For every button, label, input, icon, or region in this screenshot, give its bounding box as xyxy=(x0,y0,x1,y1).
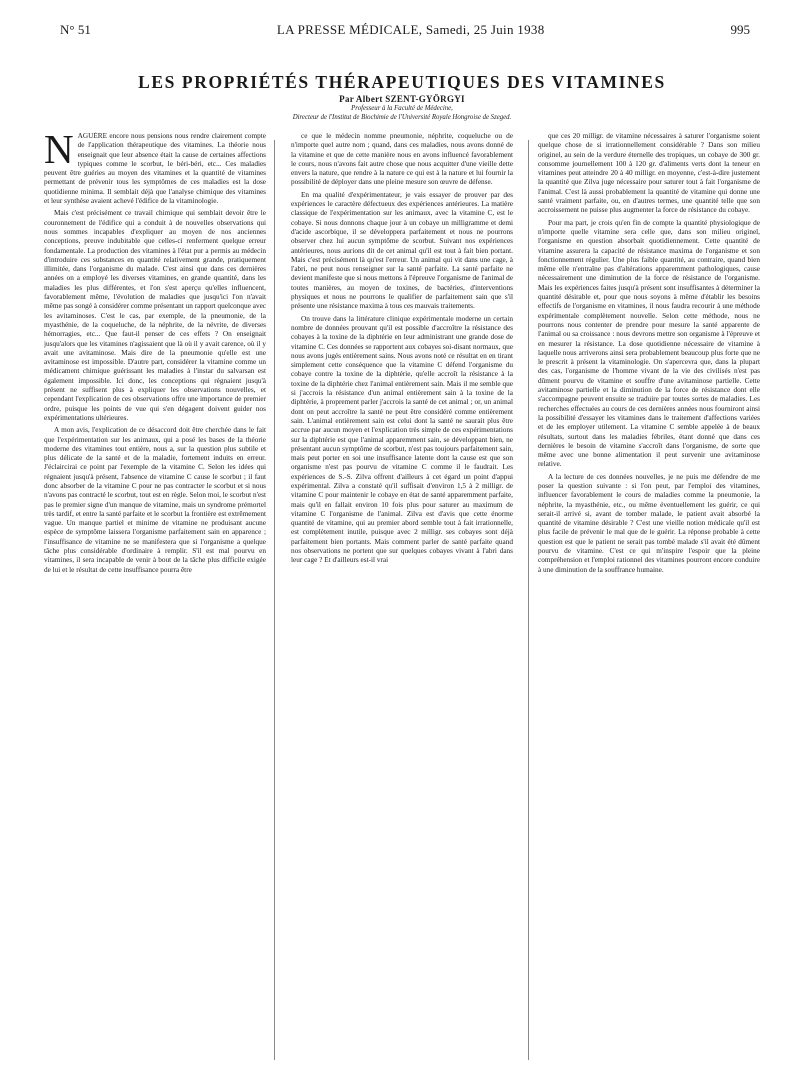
issue-number: N° 51 xyxy=(60,22,91,37)
drop-cap: N xyxy=(44,132,74,172)
paragraph: Pour ma part, je crois qu'en fin de compte la quantité physiologique de n'importe quelle vitamine sera celle que, dans son milieu originel, l'organisme en question absorbait quotidiennement. Cette quantité de vitamine assurera la capacité de résistance maxima de l'organisme et son fonctionnement régulier. Une plus faible quantité, au contraire, quand bien même elle n'entraîne pas d'altérations apparemment pathologiques, cause nécessairement une diminution de la force de résistance de l'organisme. Mais les expériences faites jusqu'à présent sont insuffisantes à déterminer la quantité désirable et, pour que nous soyons à même d'établir les besoins effectifs de l'organisme en vitamines, il nous faudra recourir à une méthode expérimentale complètement nouvelle. Selon cette méthode, nous ne pourrons nous contenter de prendre pour mesure la santé apparente de l'animal ou sa croissance : nous devrons mettre son organisme à l'épreuve et en mesurer la résistance. La dose quotidienne nécessaire de vitamine à laquelle nous arriverons ainsi sera probablement beaucoup plus forte que ne le prescrit à présent la vitaminologie. On s'apercevra que, dans la plupart des cas, l'organisme de l'homme vivant de la vie des civilisés n'est pas dûment pourvu de vitamine et souffre d'une avitaminose partielle. Cette avitaminose partielle et la diminution de la force de résistance dont elle s'accompagne peuvent ensuite se traduire par toutes sortes de maladies. Les recherches effectuées au cours de ces dernières années nous fourniront ainsi la possibilité d'essayer les vitamines dans le traitement d'affections variées et de les employer utilement. La vitamine C semble appelée à de beaux résultats, surtout dans les maladies fébriles, étant donné que dans ces dernières le besoin de vitamine s'accroît dans l'organisme, de sorte que même avec une bonne alimentation il peut survenir une avitaminose relative. xyxy=(538,218,760,469)
author-affiliation-2: Directeur de l'Institut de Biochimie de l'Université Royale Hongroise de Szeged. xyxy=(292,113,512,121)
paragraph: A mon avis, l'explication de ce désaccord doit être cherchée dans le fait que l'expérimentation sur les animaux, qui a posé les bases de la théorie moderne des vitamines tout entière, nous a, sur la question plus subtile et plus délicate de la santé et de la maladie, fortement induits en erreur. J'éclaircirai ce point par l'exemple de la vitamine C. Selon les idées qui régnaient jusqu'à présent, l'absence de vitamine C cause le scorbut ; il faut donc absorber de la vitamine C pour ne pas contracter le scorbut et si nous n'avons pas contracté le scorbut, tout est en règle. Selon moi, le scorbut n'est pas le premier signe d'un manque de vitamine, mais un syndrome prémortel très tardif, et entre la santé parfaite et le scorbut la frontière est extrêmement vague. Un manque partiel et minime de vitamine ne produisant aucune espèce de symptôme laissera l'organisme parfaitement sain en apparence ; l'insuffisance de vitamine ne se manifestera que si l'organisme a quelque tâche plus considérable d'ordinaire à remplir. S'il est mal pourvu en vitamines, il sera incapable de venir à bout de la tâche plus difficile exigée de lui et le résultat de cette insuffisance pourra être xyxy=(44,426,266,574)
author-affiliation-1: Professeur à la Faculté de Médecine, xyxy=(351,105,453,112)
paragraph: A la lecture de ces données nouvelles, je ne puis me défendre de me poser la question suivante : si l'on peut, par l'emploi des vitamines, influencer favorablement le cours de maladies comme la pneumonie, la néphrite, la myasthénie, etc., ou même éventuellement les guérir, ce qui serait-il arrivé si, avant de tomber malade, le patient avait absorbé la quantité de vitamine désirable ? C'est une vieille notion médicale qu'il est plus facile de prévenir le mal que de le guérir. La réponse probable à cette question est que le patient ne serait pas tombé malade s'il avait été dûment pourvu de vitamine. C'est ce qui m'inspire l'espoir que la pleine compréhension et l'emploi rationnel des vitamines pourront encore conduire à une diminution de la souffrance humaine. xyxy=(538,472,760,574)
paragraph: que ces 20 milligr. de vitamine nécessaires à saturer l'organisme soient quelque chose de si irrationnellement considérable ? Dans son milieu originel, au sein de la verdure éternelle des tropiques, un cobaye de 300 gr. consomme journellement 100 à 120 gr. d'aliments verts dont la teneur en vitamines peut atteindre 20 à 40 milligr. en moyenne, c'est-à-dire justement la quantité que Zilva juge nécessaire pour saturer tout à fait l'organisme de l'animal. C'est là aussi probablement la quantité de vitamine qui donne une santé vraiment parfaite, ou, en d'autres termes, une quantité telle que son accroissement ne puisse plus augmenter la force de résistance du cobaye. xyxy=(538,132,760,215)
paragraph xyxy=(44,132,266,206)
page-number: 995 xyxy=(730,22,750,37)
column-3 xyxy=(538,132,760,1072)
paragraph: En ma qualité d'expérimentateur, je vais essayer de prouver par des expériences le caractère défectueux des expériences antérieures. La matière classique de l'expérimentation sur les animaux, avec la vitamine C, est le cobaye. Si nous donnons chaque jour à un cobaye un milligramme et demi d'acide ascorbique, il se développera parfaitement et nous ne pourrons observer chez lui aucun symptôme de scorbut. Suivant nos expériences antérieures, nous aurions dit de cet animal qu'il est tout à fait bien portant. Mais c'est précisément là qu'est l'erreur. Un animal qui vit dans une cage, à l'abri, ne peut nous renseigner sur la santé parfaite. La santé parfaite ne devient manifeste que si nous mettons à l'épreuve l'organisme de l'animal de toutes manières, au moyen de toxines, de bactéries, d'interventions physiques et nous ne pourrons le qualifier de parfaitement sain que s'il présente une résistance maxima à tous ces mauvais traitements. xyxy=(291,190,513,311)
article-body xyxy=(44,132,760,1072)
column-divider xyxy=(274,140,275,1060)
column-divider xyxy=(528,140,529,1060)
column-1 xyxy=(44,132,266,1072)
paragraph: Mais c'est précisément ce travail chimique qui semblait devoir être le couronnement de l'édifice qui a conduit à de nouvelles observations qui nous sommes incapables d'expliquer au moyen de nos anciennes conceptions, preuve indubitable que celles-ci renferment quelque erreur fondamentale. La production des vitamines à l'état pur a permis au médecin d'introduire ces substances en quantité relativement grande, pratiquement illimitée, dans l'organisme du malade. C'est ainsi que dans ces dernières années on a employé les diverses vitamines, en grande quantité, dans les maladies les plus différentes, et l'on s'est aperçu qu'elles influencent, favorablement même, l'évolution de maladies que jusqu'ici l'on n'avait même pas songé à considérer comme présentant un rapport quelconque avec les avitaminoses. C'est le cas, par exemple, de la pneumonie, de la myasthénie, de la coqueluche, de la néphrite, de la névrite, de diverses hémorragies, etc... Que faut-il penser de ces effets ? On enseignait jusqu'alors que les vitamines n'agissaient que là où il y avait carence, où il y avait une avitaminose. Mais dire de la pneumonie qu'elle est une avitaminose est impossible. D'autre part, considérer la vitamine comme un médicament chimique guérissant les maladies à l'instar du salvarsan est également impossible. Ici donc, les conceptions qui régnaient jusqu'à présent ne suffisent plus à expliquer les observations nouvelles, et cependant l'explication de ces observations offre une importance de premier ordre, puisque les points de vue qui s'en dégagent doivent guider nos expérimentations ultérieures. xyxy=(44,209,266,422)
column-2 xyxy=(291,132,513,1072)
paragraph: On trouve dans la littérature clinique expérimentale moderne un certain nombre de données prouvant qu'il est possible d'accroître la résistance des cobayes à la toxine de la diphtérie en leur administrant une grande dose de vitamine C. Ces données se rapportent aux cobayes soi-disant normaux, que nous avons jugés entièrement sains. Nous avons noté ce résultat en en tirant simplement cette conséquence que la vitamine C défend l'organisme du cobaye contre la toxine de la diphtérie, qu'elle accroît la résistance à la toxine de la diphtérie chez l'animal entièrement sain. Mais il me semble que si j'accrois la résistance d'un animal entièrement sain à la toxine de la diphtérie, à proprement parler j'accrois la santé de cet animal ; or, un animal dont on peut accroître la santé ne peut être considéré comme entièrement sain. L'animal entièrement sain est celui dont la santé ne saurait plus être accrue par aucun moyen et l'explication très simple de ces expérimentations sur la diphtérie est que l'animal apparemment sain, se développant bien, ne présentant aucun symptôme de scorbut, n'est pas toujours parfaitement sain, mais peut porter en soi une insuffisance latente dont la cause est que son organisme n'est pas pourvu de vitamine C comme il le faudrait. Les expériences de S.-S. Zilva offrent d'ailleurs à cet égard un point d'appui expérimental. Zilva a constaté qu'il suffisait d'environ 1,5 à 2 milligr. de vitamine C pour maintenir le cobaye en état de santé apparemment parfaite, mais qu'il en fallait environ 10 fois plus pour saturer au maximum de vitamine C l'organisme de l'animal. Zilva est d'avis que cette énorme quantité de vitamine, qui au premier abord semble tout à fait irrationnelle, est complètement inutile, puisque avec 2 milligr. ses cobayes sont déjà parfaitement bien portants. Mais comment parler de santé parfaite quand nos observations ne portent que sur quelques cobayes vivant à l'abri dans leur cage ? Et d'ailleurs est-il vrai xyxy=(291,314,513,565)
paragraph: ce que le médecin nomme pneumonie, néphrite, coqueluche ou de n'importe quel autre nom ; quand, dans ces maladies, nous avons donné de la vitamine et que de cette manière nous en avons influencé favorablement le cours, nous n'avons fait autre chose que nous acquitter d'une vieille dette envers la nature, que rendre à la nature ce qui est à la nature et lui fournir la possibilité de déployer dans une pleine mesure son œuvre de défense. xyxy=(291,132,513,187)
journal-title: LA PRESSE MÉDICALE, Samedi, 25 Juin 1938 xyxy=(276,22,545,37)
paragraph-text: AGUÈRE encore nous pensions nous rendre clairement compte de l'application thérapeutique des vitamines. La théorie nous enseignait que leur absence était la cause de certaines affections typiques comme le scorbut, le béri-béri, etc... Ces maladies peuvent être guéries au moyen des vitamines et la quantité de vitamines permettant de prévenir tous les symptômes de ces maladies est la dose quotidienne minima. Il semblait déjà que l'analyse chimique des vitamines et leur synthèse avaient achevé l'édifice de la vitaminologie. xyxy=(44,132,266,206)
article-title: LES PROPRIÉTÉS THÉRAPEUTIQUES DES VITAMINES xyxy=(138,72,666,92)
running-head xyxy=(44,22,760,42)
article-author: Par Albert SZENT-GYÖRGYI xyxy=(339,94,465,104)
